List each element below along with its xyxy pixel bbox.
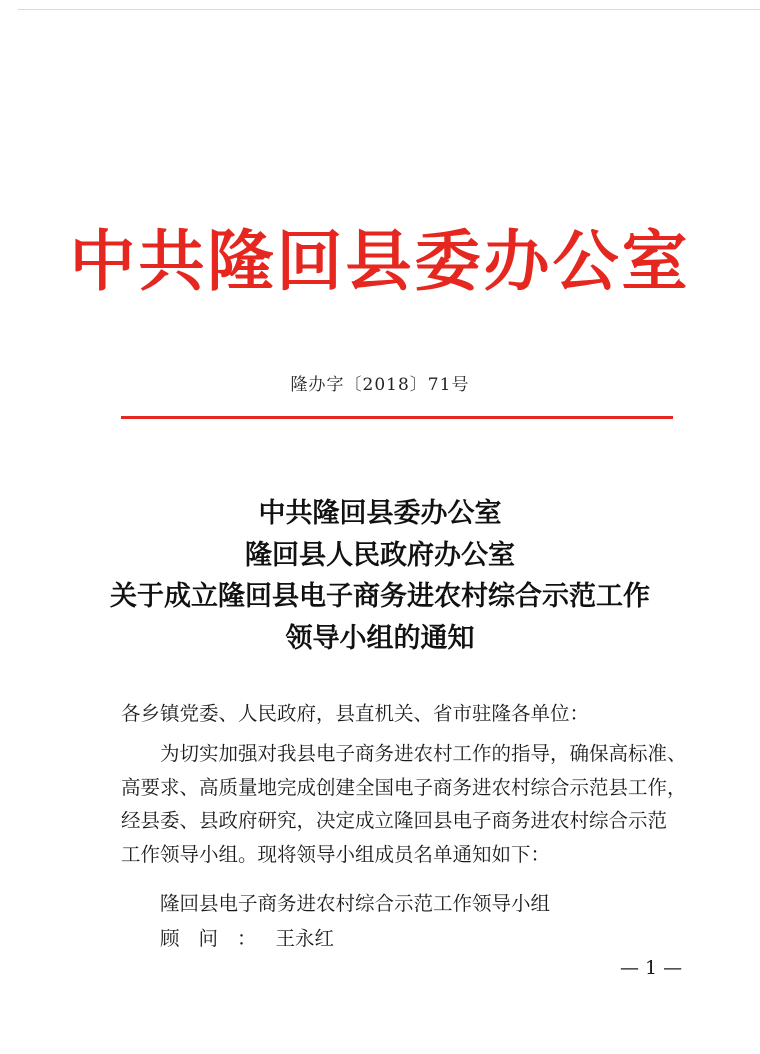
addressee-line: 各乡镇党委、人民政府，县直机关、省市驻隆各单位： — [121, 702, 590, 725]
red-header-rule — [121, 416, 673, 419]
group-title: 隆回县电子商务进农村综合示范工作领导小组 — [160, 892, 551, 915]
title-line-1: 中共隆回县委办公室 — [258, 498, 502, 529]
body-paragraph — [121, 737, 687, 871]
page-number: — 1 — — [620, 957, 683, 979]
title-line-4: 领导小组的通知 — [285, 622, 475, 654]
member-name: 王永红 — [275, 927, 335, 950]
member-role: 顾问： — [160, 927, 276, 950]
title-line-3: 关于成立隆回县电子商务进农村综合示范工作 — [110, 581, 650, 612]
issuer-header-title: 中共隆回县委办公室 — [69, 222, 691, 300]
paragraph-line-2: 高要求、高质量地完成创建全国电子商务进农村综合示范县工作， — [121, 775, 687, 799]
member-line-advisor — [160, 923, 334, 951]
document-number: 隆办字〔2018〕71号 — [290, 375, 470, 395]
scan-edge-line — [18, 9, 760, 10]
title-line-2: 隆回县人民政府办公室 — [245, 539, 515, 571]
paragraph-line-3: 经县委、县政府研究，决定成立隆回县电子商务进农村综合示范 — [121, 809, 668, 832]
paragraph-line-1: 为切实加强对我县电子商务进农村工作的指导，确保高标准、 — [160, 742, 687, 765]
document-title — [0, 493, 760, 659]
paragraph-line-4: 工作领导小组。现将领导小组成员名单通知如下： — [121, 842, 551, 866]
